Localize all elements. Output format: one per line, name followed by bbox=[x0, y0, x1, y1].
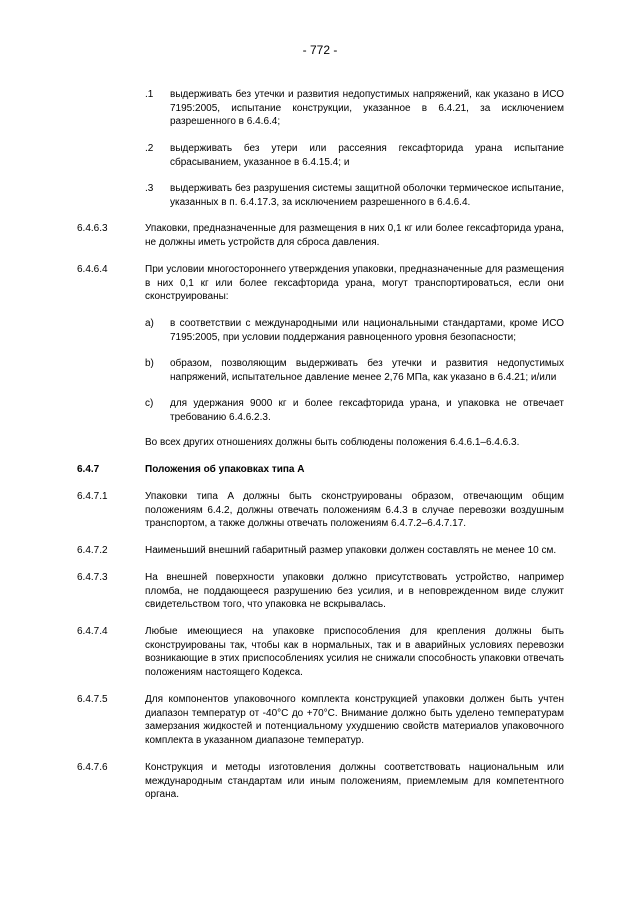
section-number: 6.4.7.5 bbox=[77, 694, 108, 705]
sub-item-label: .3 bbox=[145, 183, 154, 194]
section-text: Упаковки, предназначенные для размещения в них 0,1 кг или более гексафторида урана, не должны иметь устройств для сброса давления. bbox=[145, 223, 564, 248]
section-number: 6.4.7.4 bbox=[77, 626, 108, 637]
sub-item-text: выдерживать без утери или рассеяния гексафторида урана испытание сбрасыванием, указанное в 6.4.15.4; и bbox=[170, 143, 564, 168]
section-text: При условии многостороннего утверждения упаковки, предназначенные для размещения в них 0,1 кг или более гексафторида урана, могут транспортироваться, если они сконструированы: bbox=[145, 264, 564, 303]
section-text: Для компонентов упаковочного комплекта конструкцией упаковки должен быть учтен диапазон температур от -40°C до +70°C. Внимание должно быть уделено температурам замерзания жидкостей и потенциальному ухудшению свойств материалов упаковочного комплекта в указанном диапазоне температур. bbox=[145, 694, 564, 746]
list-item-text: образом, позволяющим выдерживать без утечки и развития недопустимых напряжений, испытательное давление менее 2,76 МПа, как указано в 6.4.21; и/или bbox=[170, 358, 564, 383]
section-number: 6.4.7.1 bbox=[77, 491, 108, 502]
sub-item-label: .1 bbox=[145, 89, 154, 100]
page-number: - 772 - bbox=[302, 43, 338, 57]
section-text: Конструкция и методы изготовления должны соответствовать национальным или международным стандартам или иным положениям, приемлемым для компетентного органа. bbox=[145, 762, 564, 801]
section-text: Наименьший внешний габаритный размер упаковки должен составлять не менее 10 см. bbox=[145, 545, 557, 556]
section-heading: Положения об упаковках типа A bbox=[145, 464, 305, 475]
section-closing-text: Во всех других отношениях должны быть соблюдены положения 6.4.6.1–6.4.6.3. bbox=[145, 437, 520, 448]
sub-item-text: выдерживать без утечки и развития недопустимых напряжений, как указано в ИСО 7195:2005, испытание конструкции, указанное в 6.4.21, за исключением разрешенного в 6.4.6.4; bbox=[170, 89, 564, 128]
section-number: 6.4.7.3 bbox=[77, 572, 108, 583]
section-number: 6.4.6.4 bbox=[77, 264, 108, 275]
list-item-text: для удержания 9000 кг и более гексафторида урана, и упаковка не отвечает требованию 6.4.6.2.3. bbox=[170, 398, 564, 423]
list-item-label: c) bbox=[145, 398, 154, 409]
sub-item-label: .2 bbox=[145, 143, 154, 154]
section-text: На внешней поверхности упаковки должно присутствовать устройство, например пломба, не поддающееся разрушению без усилия, и в неповрежденном виде служит свидетельством того, что упаковка не вскрывалась. bbox=[145, 572, 564, 611]
section-number: 6.4.7 bbox=[77, 464, 100, 475]
section-text: Любые имеющиеся на упаковке приспособления для крепления должны быть сконструированы так, чтобы как в нормальных, так и в аварийных условиях перевозки возникающие в этих приспособлениях усилия не снижали способность упаковки отвечать положениям настоящего Кодекса. bbox=[145, 626, 564, 678]
section-number: 6.4.7.6 bbox=[77, 762, 108, 773]
section-number: 6.4.7.2 bbox=[77, 545, 108, 556]
list-item-label: a) bbox=[145, 318, 154, 329]
section-text: Упаковки типа A должны быть сконструированы образом, отвечающим общим положениям 6.4.2, должны отвечать положениям 6.4.3 в случае перевозки воздушным транспортом, а также должны отвечать положениям 6.4.7.2–6.4.7.17. bbox=[145, 491, 564, 530]
list-item-text: в соответствии с международными или национальными стандартами, кроме ИСО 7195:2005, при условии поддержания равноценного уровня безопасности; bbox=[170, 318, 564, 343]
list-item-label: b) bbox=[145, 358, 154, 369]
sub-item-text: выдерживать без разрушения системы защитной оболочки термическое испытание, указанных в п. 6.4.17.3, за исключением разрешенного в 6.4.6.4. bbox=[170, 183, 564, 208]
section-number: 6.4.6.3 bbox=[77, 223, 108, 234]
